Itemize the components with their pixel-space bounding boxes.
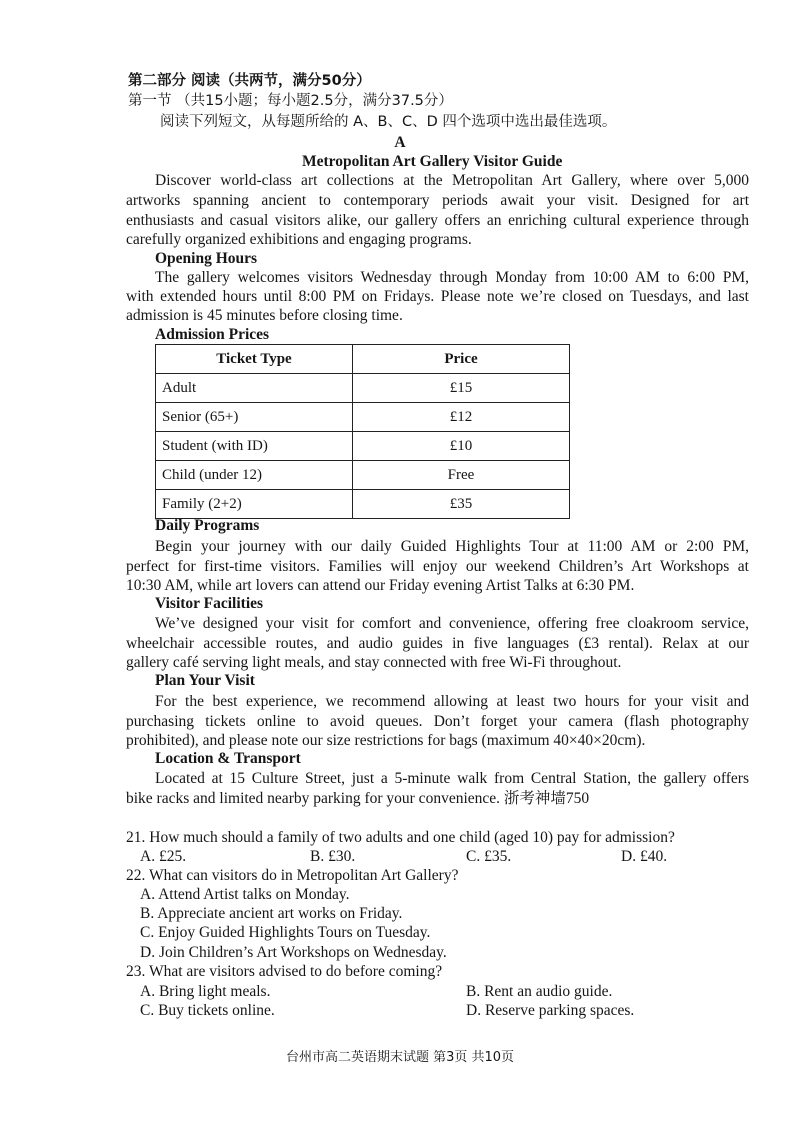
price-cell: £12 <box>353 403 570 432</box>
question-21-option-b[interactable]: B. £30. <box>310 848 356 865</box>
passage-letter: A <box>394 134 406 151</box>
question-22-option-c[interactable]: C. Enjoy Guided Highlights Tours on Tuesday. <box>140 924 431 941</box>
page-footer: 台州市高二英语期末试题 第3页 共10页 <box>285 1050 515 1065</box>
question-23-stem: 23. What are visitors advised to do before coming? <box>126 963 443 980</box>
daily-programs-heading: Daily Programs <box>155 517 260 534</box>
daily-programs-line: 10:30 AM, while art lovers can attend our Friday evening Artist Talks at 6:30 PM. <box>126 577 635 594</box>
ticket-type-cell: Student (with ID) <box>156 432 353 461</box>
visitor-facilities-line: We’ve designed your visit for comfort and convenience, offering free cloakroom service, <box>155 615 749 632</box>
admission-price-table <box>155 344 570 519</box>
opening-hours-heading: Opening Hours <box>155 250 258 267</box>
question-21-option-d[interactable]: D. £40. <box>621 848 668 865</box>
ticket-type-cell: Senior (65+) <box>156 403 353 432</box>
visitor-facilities-line: gallery café serving light meals, and stay connected with free Wi-Fi throughout. <box>126 654 622 671</box>
price-cell: £15 <box>353 374 570 403</box>
instruction-text: 阅读下列短文，从每题所给的 A、B、C、D 四个选项中选出最佳选项。 <box>160 114 617 130</box>
table-header-row <box>156 345 570 374</box>
question-21-option-a[interactable]: A. £25. <box>140 848 187 865</box>
plan-visit-line: For the best experience, we recommend allowing at least two hours for your visit and <box>155 693 749 710</box>
column-header-ticket-type: Ticket Type <box>156 345 353 374</box>
plan-visit-line: prohibited), and please note our size restrictions for bags (maximum 40×40×20cm). <box>126 732 646 749</box>
plan-visit-heading: Plan Your Visit <box>155 672 255 689</box>
ticket-type-cell: Child (under 12) <box>156 461 353 490</box>
price-cell: £10 <box>353 432 570 461</box>
passage-title: Metropolitan Art Gallery Visitor Guide <box>302 153 563 170</box>
question-23-option-a[interactable]: A. Bring light meals. <box>140 983 271 1000</box>
table-row <box>156 461 570 490</box>
intro-line: carefully organized exhibitions and engaging programs. <box>126 231 472 248</box>
visitor-facilities-line: wheelchair accessible routes, and audio guides in five languages (£3 rental). Relax at our <box>126 635 749 652</box>
table-row <box>156 432 570 461</box>
question-23-option-d[interactable]: D. Reserve parking spaces. <box>466 1002 635 1019</box>
column-header-price: Price <box>353 345 570 374</box>
ticket-type-cell: Family (2+2) <box>156 490 353 519</box>
question-22-option-a[interactable]: A. Attend Artist talks on Monday. <box>140 886 350 903</box>
location-line: bike racks and limited nearby parking for your convenience. 浙考神墙750 <box>126 790 590 807</box>
question-22-option-d[interactable]: D. Join Children’s Art Workshops on Wednesday. <box>140 944 447 961</box>
question-21-stem: 21. How much should a family of two adults and one child (aged 10) pay for admission? <box>126 829 675 846</box>
question-22-stem: 22. What can visitors do in Metropolitan Art Gallery? <box>126 867 459 884</box>
intro-line: Discover world-class art collections at the Metropolitan Art Gallery, where over 5,000 <box>155 172 749 189</box>
admission-heading: Admission Prices <box>155 326 270 343</box>
ticket-type-cell: Adult <box>156 374 353 403</box>
visitor-facilities-heading: Visitor Facilities <box>155 595 264 612</box>
opening-hours-line: with extended hours until 8:00 PM on Fridays. Please note we’re closed on Tuesdays, and last <box>126 288 749 305</box>
part-heading: 第二部分 阅读（共两节，满分50分） <box>128 73 371 89</box>
price-cell: £35 <box>353 490 570 519</box>
location-line: Located at 15 Culture Street, just a 5-minute walk from Central Station, the gallery offers <box>155 770 749 787</box>
intro-line: artworks spanning ancient to contemporary periods await your visit. Designed for art <box>126 192 749 209</box>
question-23-option-c[interactable]: C. Buy tickets online. <box>140 1002 275 1019</box>
table-row <box>156 374 570 403</box>
plan-visit-line: purchasing tickets online to avoid queues. Don’t forget your camera (flash photography <box>126 713 749 730</box>
question-23-option-b[interactable]: B. Rent an audio guide. <box>466 983 613 1000</box>
question-21-option-c[interactable]: C. £35. <box>466 848 512 865</box>
section-heading: 第一节 （共15小题；每小题2.5分，满分37.5分） <box>128 93 453 109</box>
daily-programs-line: perfect for first-time visitors. Families will enjoy our weekend Children’s Art Workshops at <box>126 558 749 575</box>
location-heading: Location & Transport <box>155 750 301 767</box>
opening-hours-line: The gallery welcomes visitors Wednesday through Monday from 10:00 AM to 6:00 PM, <box>155 269 749 286</box>
opening-hours-line: admission is 45 minutes before closing time. <box>126 307 403 324</box>
table-row <box>156 490 570 519</box>
intro-line: enthusiasts and casual visitors alike, our gallery offers an enriching cultural experience through <box>126 212 749 229</box>
price-cell: Free <box>353 461 570 490</box>
question-22-option-b[interactable]: B. Appreciate ancient art works on Friday. <box>140 905 403 922</box>
daily-programs-line: Begin your journey with our daily Guided Highlights Tour at 11:00 AM or 2:00 PM, <box>155 538 749 555</box>
table-row <box>156 403 570 432</box>
